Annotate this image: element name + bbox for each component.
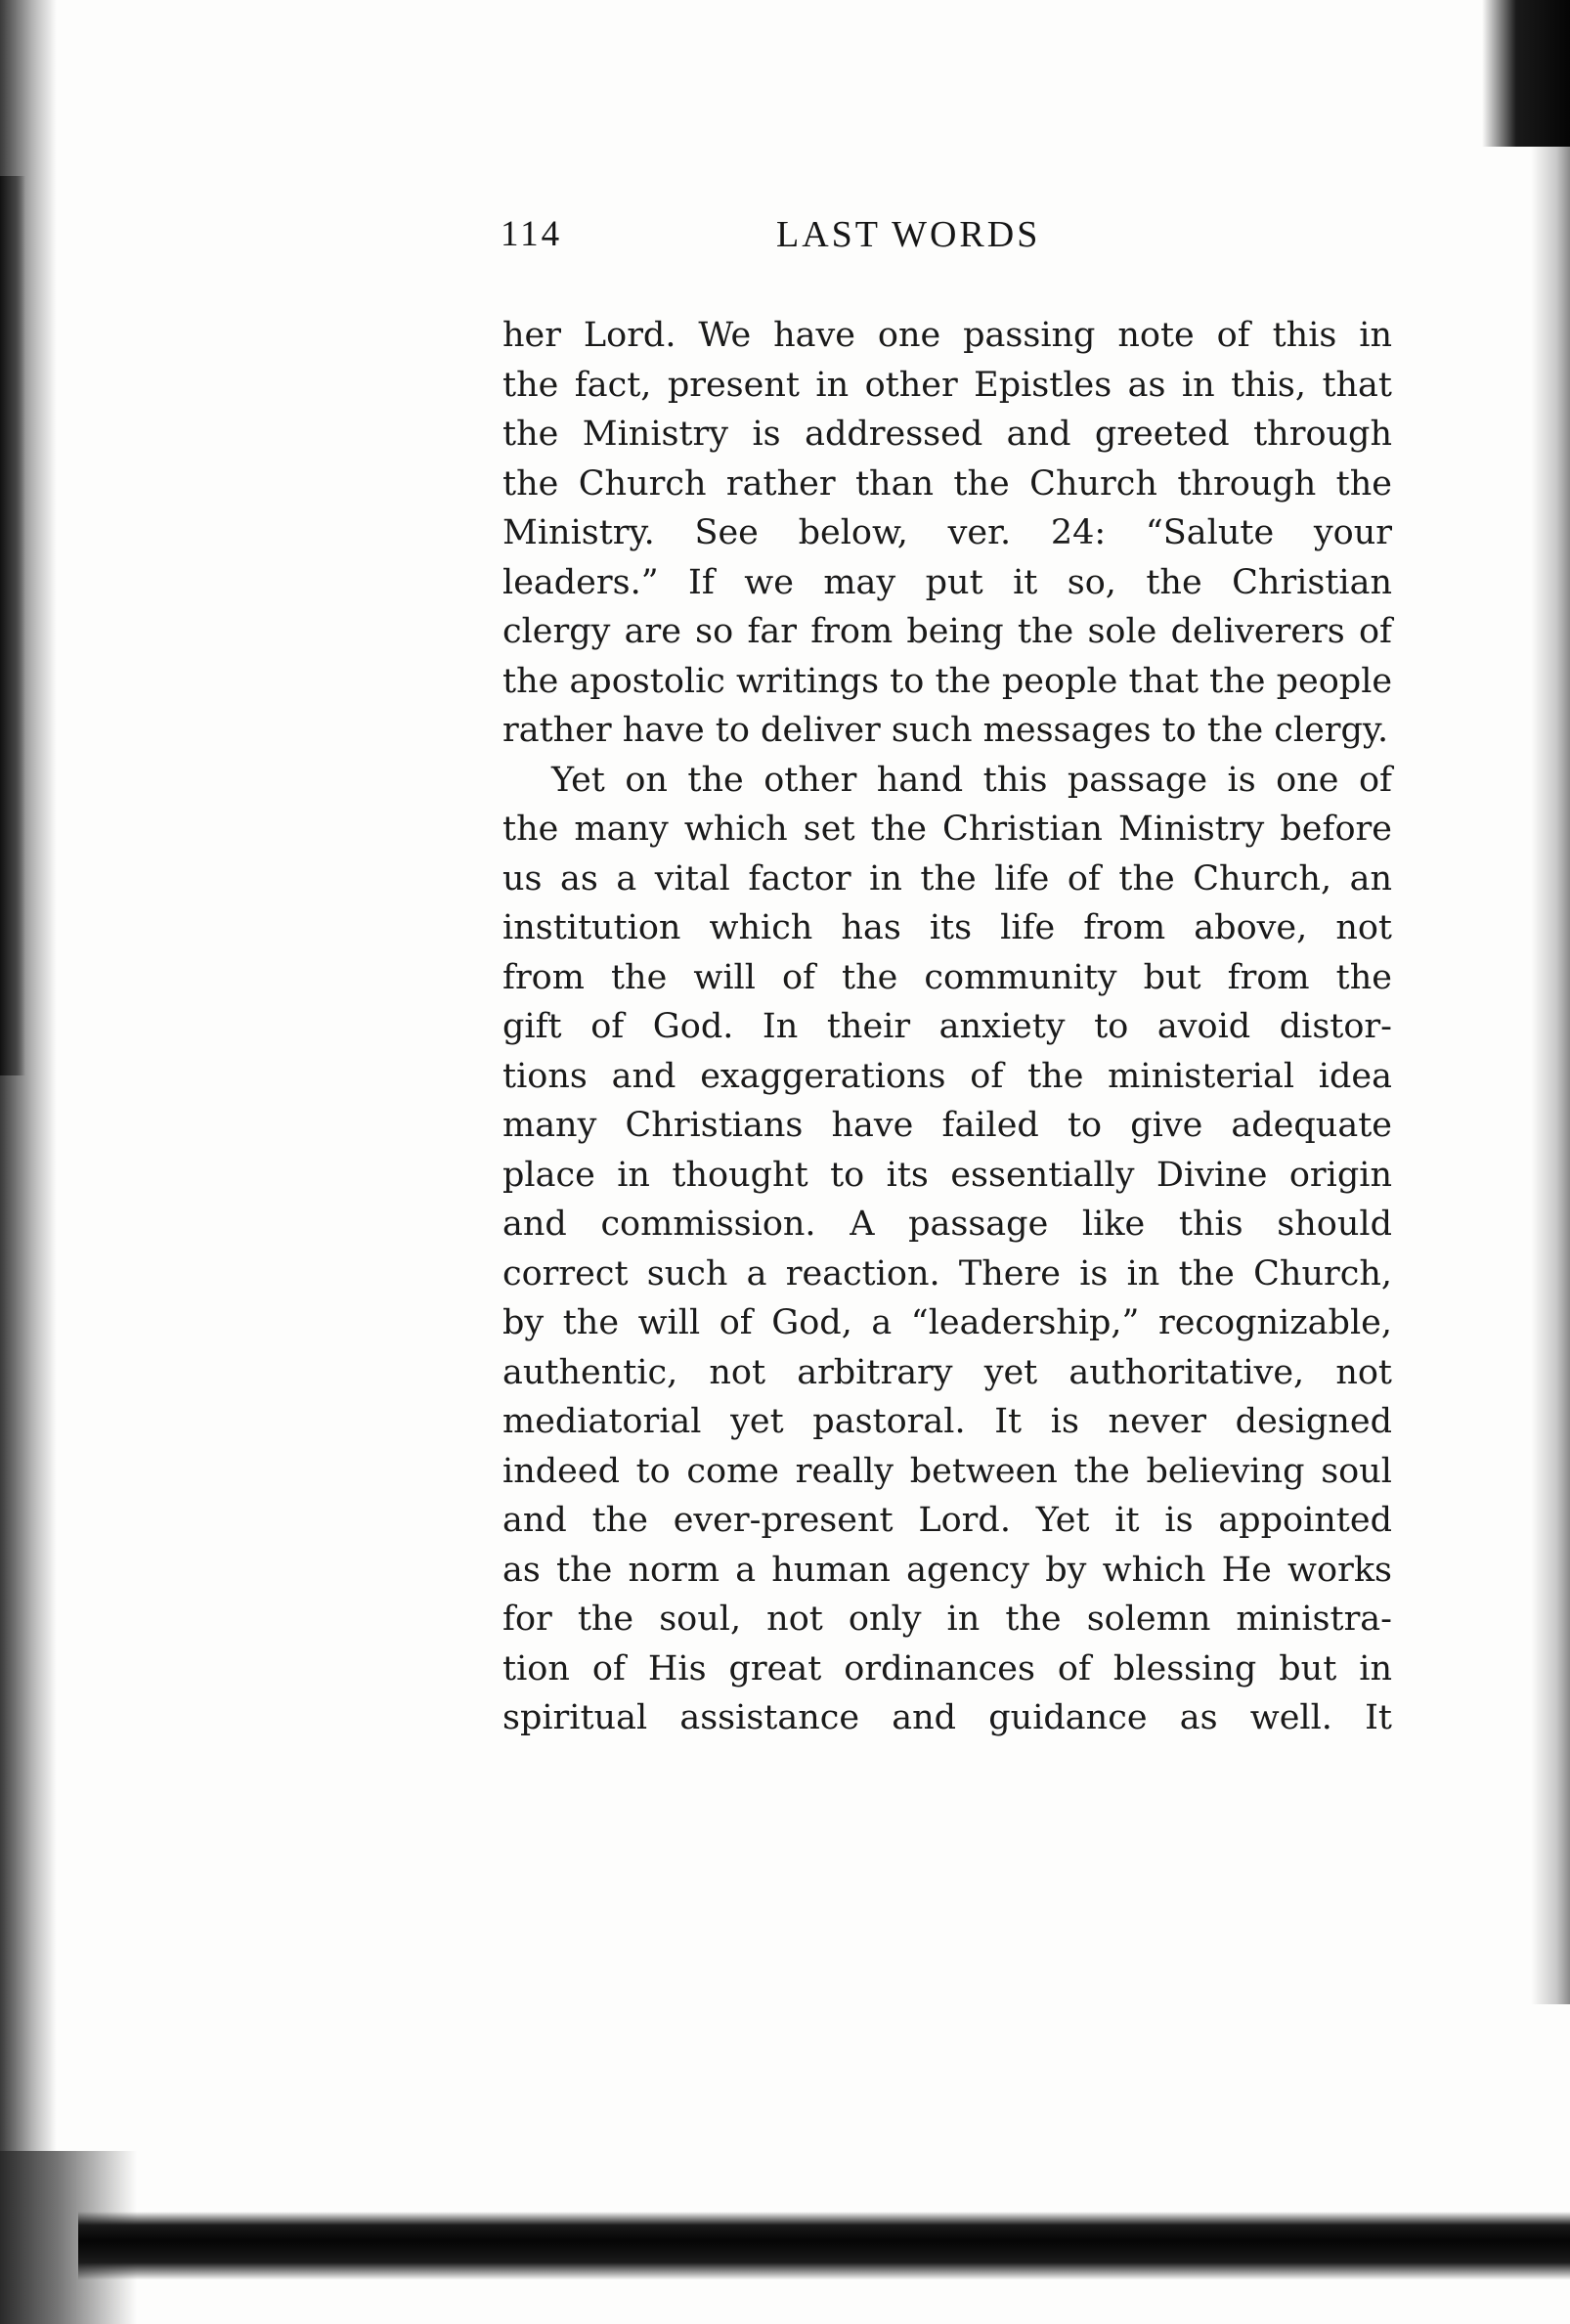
text-line: by the will of God, a “leadership,” recognizable,: [502, 1303, 1392, 1342]
text-line: authentic, not arbitrary yet authoritative, not: [502, 1352, 1392, 1392]
text-line: place in thought to its essentially Divine origin: [502, 1155, 1392, 1195]
text-line: tion of His great ordinances of blessing but in: [502, 1648, 1392, 1688]
text-line: the Church rather than the Church through the: [502, 463, 1392, 504]
text-line: clergy are so far from being the sole deliverers of: [502, 612, 1392, 651]
text-line: her Lord. We have one passing note of this in: [502, 316, 1392, 355]
page-number: 114: [501, 214, 563, 254]
text-line: gift of God. In their anxiety to avoid distor-: [502, 1007, 1392, 1046]
text-line: Yet on the other hand this passage is one of: [551, 760, 1392, 800]
text-line: from the will of the community but from the: [502, 957, 1392, 997]
scan-binding-shadow: [0, 176, 25, 1075]
text-line: indeed to come really between the believing soul: [502, 1451, 1392, 1491]
running-header: [501, 213, 1392, 272]
text-line: the Ministry is addressed and greeted through: [502, 415, 1392, 454]
body-text: [502, 311, 1392, 1743]
text-line: institution which has its life from above, not: [502, 908, 1392, 947]
text-line: the fact, present in other Epistles as in this, that: [502, 365, 1392, 405]
text-line: Ministry. See below, ver. 24: “Salute your: [502, 513, 1392, 552]
text-line: tions and exaggerations of the ministerial idea: [502, 1056, 1392, 1096]
text-line: the many which set the Christian Ministry before: [502, 810, 1392, 849]
scan-right-edge-shadow: [1531, 147, 1570, 2004]
text-line: us as a vital factor in the life of the Church, an: [502, 858, 1392, 899]
text-line: mediatorial yet pastoral. It is never designed: [502, 1402, 1392, 1441]
scan-bottom-edge-band: [78, 2212, 1570, 2280]
text-line: the apostolic writings to the people that the people: [502, 661, 1393, 701]
text-line: many Christians have failed to give adequate: [502, 1106, 1392, 1145]
text-line: spiritual assistance and guidance as well. It: [502, 1698, 1392, 1737]
text-line: as the norm a human agency by which He works: [502, 1550, 1392, 1590]
text-line: correct such a reaction. There is in the Church,: [502, 1253, 1392, 1294]
text-line: and the ever-present Lord. Yet it is appointed: [502, 1501, 1392, 1540]
text-line: for the soul, not only in the solemn ministra-: [502, 1600, 1392, 1639]
scan-top-right-shadow: [1482, 0, 1570, 147]
text-line: and commission. A passage like this should: [502, 1205, 1392, 1244]
running-title: LAST WORDS: [776, 214, 1041, 255]
text-line: leaders.” If we may put it so, the Christian: [502, 562, 1392, 602]
text-line: rather have to deliver such messages to the clergy.: [502, 711, 1389, 750]
